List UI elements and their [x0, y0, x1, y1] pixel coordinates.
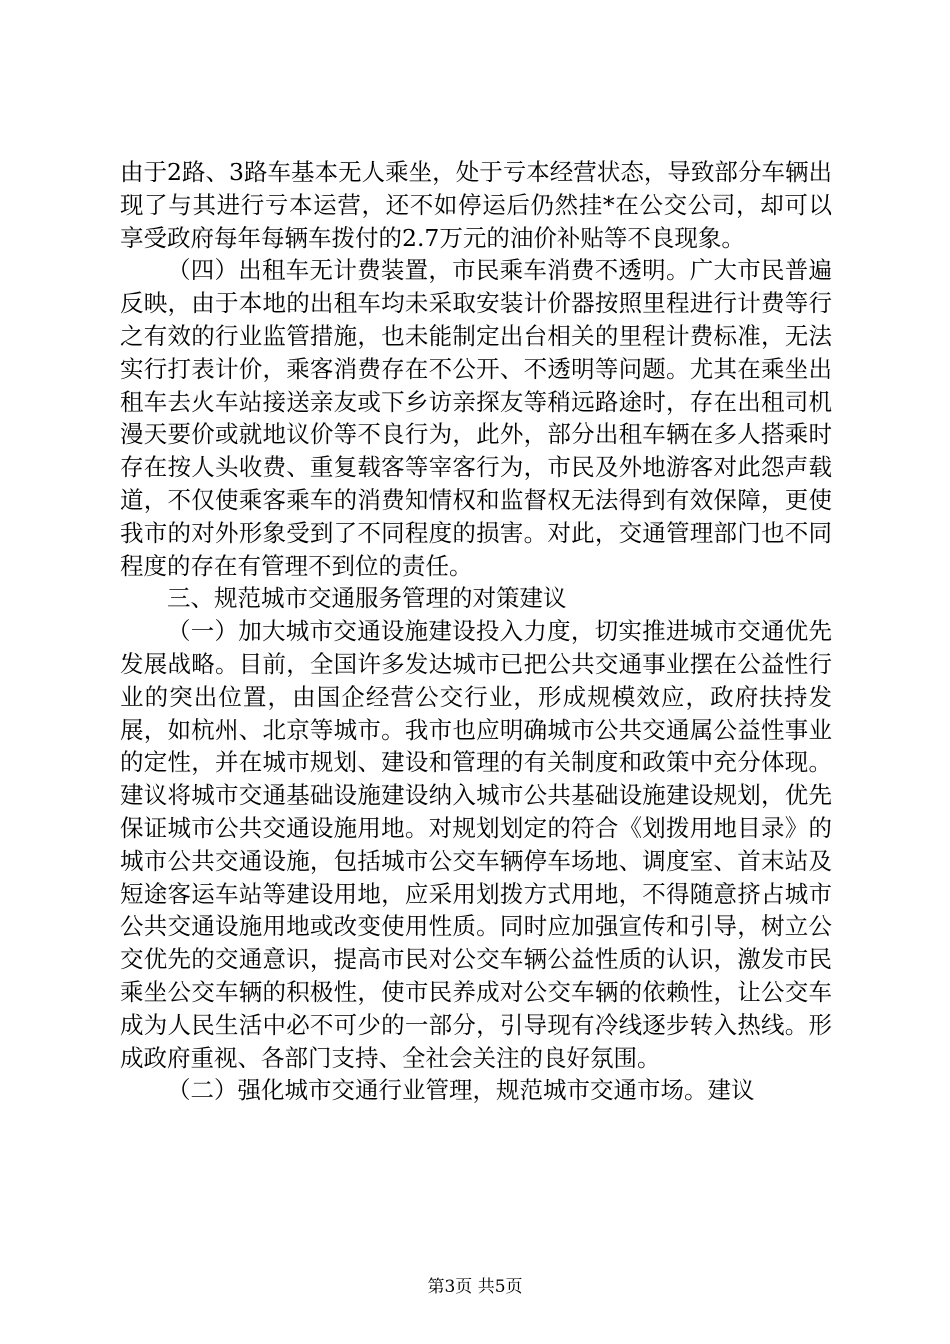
paragraph-infrastructure: （一）加大城市交通设施建设投入力度，切实推进城市交通优先发展战略。目前，全国许多发达城市已把公共交通事业摆在公益性行业的突出位置，由国企经营公交行业，形成规模效应，政府扶持发展，如杭州、北京等城市。我市也应明确城市公共交通属公益性事业的定性，并在城市规划、建设和管理的有关制度和政策中充分体现。建议将城市交通基础设施建设纳入城市公共基础设施建设规划，优先保证城市公共交通设施用地。对规划划定的符合《划拨用地目录》的城市公共交通设施，包括城市公交车辆停车场地、调度室、首末站及短途客运车站等建设用地，应采用划拨方式用地，不得随意挤占城市公共交通设施用地或改变使用性质。同时应加强宣传和引导，树立公交优先的交通意识，提高市民对公交车辆公益性质的认识，激发市民乘坐公交车辆的积极性，使市民养成对公交车辆的依赖性，让公交车成为人民生活中必不可少的一部分，引导现有冷线逐步转入热线。形成政府重视、各部门支持、全社会关注的良好氛围。 — [120, 617, 832, 1072]
section-heading-countermeasures: 三、规范城市交通服务管理的对策建议 — [167, 584, 567, 613]
paragraph-continuation: 由于2路、3路车基本无人乘坐，处于亏本经营状态，导致部分车辆出现了与其进行亏本运营，还不如停运后仍然挂*在公交公司，却可以享受政府每年每辆车拨付的2.7万元的油价补贴等不良现象。 — [120, 158, 832, 252]
document-body — [120, 156, 832, 1107]
paragraph-taxi-billing: （四）出租车无计费装置，市民乘车消费不透明。广大市民普遍反映，由于本地的出租车均未采取安装计价器按照里程进行计费等行之有效的行业监管措施，也未能制定出台相关的里程计费标准，无法实行打表计价，乘客消费存在不公开、不透明等问题。尤其在乘坐出租车去火车站接送亲友或下乡访亲探友等稍远路途时，存在出租司机漫天要价或就地议价等不良行为，此外，部分出租车辆在多人搭乘时存在按人头收费、重复载客等宰客行为，市民及外地游客对此怨声载道，不仅使乘客乘车的消费知情权和监督权无法得到有效保障，更使我市的对外形象受到了不同程度的损害。对此，交通管理部门也不同程度的存在有管理不到位的责任。 — [120, 256, 832, 580]
page-footer: 第3页 共5页 — [427, 1277, 523, 1297]
paragraph-industry-management: （二）强化城市交通行业管理，规范城市交通市场。建议 — [167, 1076, 755, 1105]
